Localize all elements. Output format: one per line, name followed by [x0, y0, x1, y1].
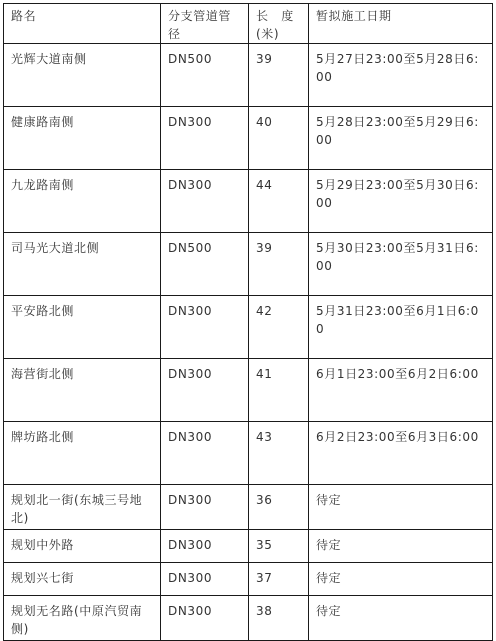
table-row: [4, 233, 493, 296]
cell-pipe-diameter: DN300: [161, 485, 249, 530]
table-row: [4, 530, 493, 563]
table-row: [4, 296, 493, 359]
cell-pipe-diameter: DN500: [161, 44, 249, 107]
table-row: [4, 107, 493, 170]
cell-road-name: 健康路南侧: [4, 107, 161, 170]
cell-pipe-diameter: DN300: [161, 563, 249, 596]
table-row: [4, 596, 493, 641]
table-row: [4, 170, 493, 233]
cell-construction-date: 待定: [309, 530, 493, 563]
cell-construction-date: 待定: [309, 596, 493, 641]
table-header-row: [4, 4, 493, 44]
cell-road-name: 规划无名路(中原汽贸南侧): [4, 596, 161, 641]
table-row: [4, 422, 493, 485]
cell-pipe-diameter: DN300: [161, 359, 249, 422]
cell-length: 39: [249, 233, 309, 296]
cell-construction-date: 5月29日23:00至5月30日6:00: [309, 170, 493, 233]
header-road-name: 路名: [4, 4, 161, 44]
cell-road-name: 光辉大道南侧: [4, 44, 161, 107]
header-pipe-diameter: 分支管道管径: [161, 4, 249, 44]
pipeline-construction-table: [3, 3, 493, 641]
table-row: [4, 44, 493, 107]
cell-length: 38: [249, 596, 309, 641]
cell-pipe-diameter: DN300: [161, 296, 249, 359]
cell-road-name: 规划北一街(东城三号地北): [4, 485, 161, 530]
cell-length: 39: [249, 44, 309, 107]
cell-construction-date: 待定: [309, 485, 493, 530]
cell-pipe-diameter: DN300: [161, 596, 249, 641]
cell-road-name: 平安路北侧: [4, 296, 161, 359]
cell-pipe-diameter: DN500: [161, 233, 249, 296]
cell-construction-date: 5月31日23:00至6月1日6:00: [309, 296, 493, 359]
cell-construction-date: 6月2日23:00至6月3日6:00: [309, 422, 493, 485]
cell-road-name: 规划兴七街: [4, 563, 161, 596]
cell-length: 37: [249, 563, 309, 596]
cell-pipe-diameter: DN300: [161, 530, 249, 563]
cell-length: 40: [249, 107, 309, 170]
cell-pipe-diameter: DN300: [161, 107, 249, 170]
cell-construction-date: 待定: [309, 563, 493, 596]
cell-length: 42: [249, 296, 309, 359]
cell-pipe-diameter: DN300: [161, 422, 249, 485]
cell-length: 43: [249, 422, 309, 485]
cell-road-name: 海营街北侧: [4, 359, 161, 422]
cell-road-name: 九龙路南侧: [4, 170, 161, 233]
cell-road-name: 规划中外路: [4, 530, 161, 563]
cell-pipe-diameter: DN300: [161, 170, 249, 233]
cell-length: 35: [249, 530, 309, 563]
table-row: [4, 359, 493, 422]
table-row: [4, 563, 493, 596]
header-construction-date: 暂拟施工日期: [309, 4, 493, 44]
cell-construction-date: 5月28日23:00至5月29日6:00: [309, 107, 493, 170]
header-length: 长 度(米): [249, 4, 309, 44]
cell-construction-date: 6月1日23:00至6月2日6:00: [309, 359, 493, 422]
cell-length: 44: [249, 170, 309, 233]
table-row: [4, 485, 493, 530]
cell-road-name: 司马光大道北侧: [4, 233, 161, 296]
cell-road-name: 牌坊路北侧: [4, 422, 161, 485]
cell-construction-date: 5月30日23:00至5月31日6:00: [309, 233, 493, 296]
cell-construction-date: 5月27日23:00至5月28日6:00: [309, 44, 493, 107]
cell-length: 41: [249, 359, 309, 422]
cell-length: 36: [249, 485, 309, 530]
